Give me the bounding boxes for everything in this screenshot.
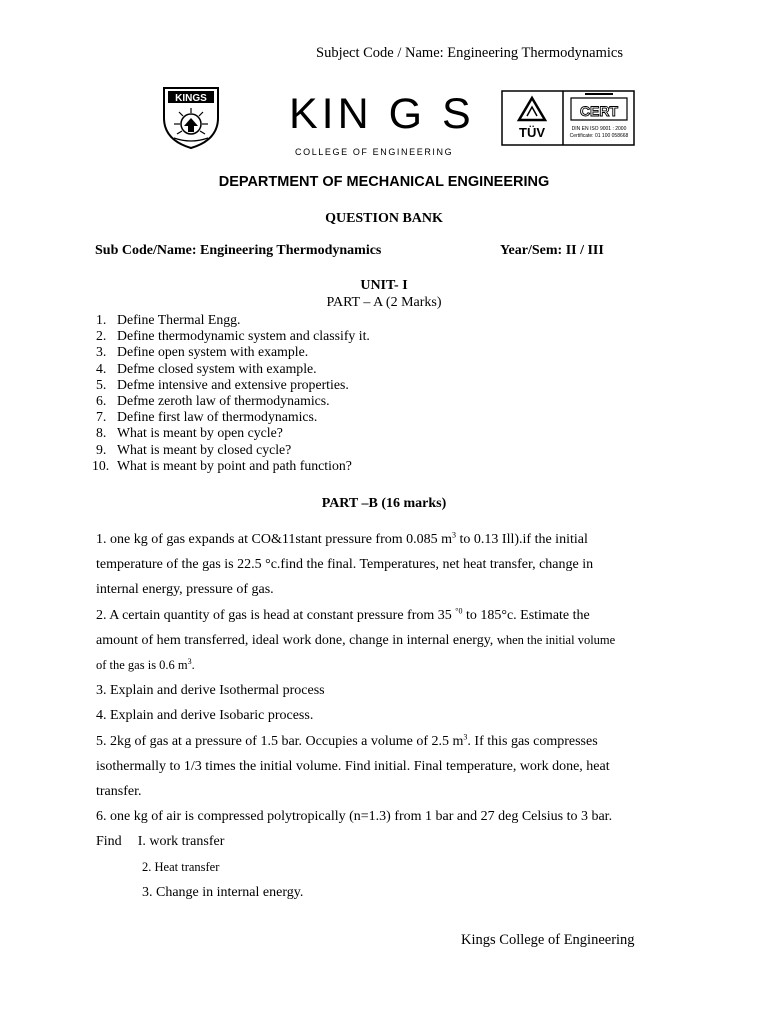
question-text: What is meant by point and path function? [117, 457, 352, 473]
question-text: Define open system with example. [117, 344, 309, 360]
question-number: 3. [96, 344, 107, 360]
footer-college-name: Kings College of Engineering [461, 932, 635, 948]
part-b-line: 3. Explain and derive Isothermal process [96, 683, 325, 699]
part-a-question [96, 361, 370, 377]
tuv-label: TÜV [519, 125, 545, 140]
part-a-question [96, 393, 370, 409]
part-b-line: isothermally to 1/3 times the initial volume. Find initial. Final temperature, work done, heat [96, 758, 610, 774]
college-of-engineering-label: COLLEGE OF ENGINEERING [295, 147, 454, 157]
part-b-line: 6. one kg of air is compressed polytropically (n=1.3) from 1 bar and 27 deg Celsius to 3 bar. [96, 809, 613, 825]
question-text: Define thermodynamic system and classify it. [117, 328, 370, 344]
part-a-title: PART – A (2 Marks) [326, 295, 442, 310]
text-span: Find [96, 834, 122, 850]
superscript: °0 [455, 605, 463, 615]
question-text: What is meant by closed cycle? [117, 441, 292, 457]
question-number: 8. [96, 425, 107, 441]
part-b-line [96, 729, 656, 754]
kings-emblem-logo [160, 84, 222, 150]
text-span: 1. one kg of gas expands at CO&11stant pressure from 0.085 m [96, 532, 453, 547]
part-a-question [92, 458, 370, 474]
text-span: 2. A certain quantity of gas is head at constant pressure from 35 [96, 607, 456, 623]
question-number: 2. [96, 328, 107, 344]
question-number: 7. [96, 409, 107, 425]
part-a-question [96, 377, 370, 393]
text-span: 5. 2kg of gas at a pressure of 1.5 bar. Occupies a volume of 2.5 m [96, 733, 464, 749]
text-span: I. work transfer [137, 834, 225, 850]
superscript: 3 [452, 530, 457, 540]
part-b-questions [96, 527, 656, 905]
part-b-line: temperature of the gas is 22.5 °c.find the final. Temperatures, net heat transfer, change in [96, 557, 594, 573]
year-semester: Year/Sem: II / III [500, 243, 604, 258]
question-bank-title: QUESTION BANK [325, 211, 443, 226]
kings-wordmark: KIN G S [289, 90, 475, 138]
emblem-text: KINGS [175, 93, 207, 104]
part-a-question [96, 344, 370, 360]
part-a-question [96, 425, 370, 441]
question-text: What is meant by open cycle? [117, 425, 283, 441]
part-b-line: 3. Change in internal energy. [142, 884, 304, 900]
text-span: to 185°c. Estimate the [462, 607, 590, 623]
part-b-line [96, 829, 656, 854]
question-number: 6. [96, 393, 107, 409]
question-number: 5. [96, 376, 107, 392]
tuv-certification-badge [501, 90, 635, 146]
text-span: . If this gas compresses [467, 733, 598, 749]
question-number: 4. [96, 360, 107, 376]
part-b-line: 2. Heat transfer [142, 859, 220, 874]
subject-header: Subject Code / Name: Engineering Thermodynamics [316, 45, 623, 61]
text-span: amount of hem transferred, ideal work done, change in internal energy, [96, 632, 497, 648]
text-span: . [191, 658, 195, 673]
part-b-title: PART –B (16 marks) [321, 496, 447, 511]
question-text: Define Thermal Engg. [117, 312, 241, 327]
superscript: 3 [463, 731, 468, 741]
text-span: to 0.13 Ill).if the initial [456, 532, 588, 547]
part-b-line [96, 653, 656, 678]
text-span: of the gas is 0.6 m [96, 658, 188, 673]
cert-number: Certificate: 01 100 058668 [569, 133, 629, 139]
question-text: Defme closed system with example. [117, 360, 317, 376]
cert-label: CERT [579, 103, 619, 119]
part-b-line: 4. Explain and derive Isobaric process. [96, 708, 314, 724]
part-a-question-list [92, 312, 370, 474]
part-b-line [96, 603, 656, 628]
question-number: 9. [96, 441, 107, 457]
superscript: 3 [187, 656, 192, 666]
unit-title: UNIT- I [360, 278, 408, 293]
question-number: 1. [96, 312, 107, 327]
part-b-line: internal energy, pressure of gas. [96, 582, 274, 598]
part-b-line: transfer. [96, 784, 142, 800]
department-title: DEPARTMENT OF MECHANICAL ENGINEERING [218, 174, 550, 190]
part-a-question [96, 442, 370, 458]
text-span: when the initial volume [496, 632, 616, 647]
question-text: Defme intensive and extensive properties. [117, 376, 349, 392]
question-number: 10. [92, 457, 110, 473]
cert-standard: DIN EN ISO 9001 : 2000 [571, 126, 627, 132]
part-b-line [96, 527, 656, 552]
question-text: Defme zeroth law of thermodynamics. [117, 393, 330, 409]
sub-code-name: Sub Code/Name: Engineering Thermodynamics [95, 243, 382, 258]
part-b-line [96, 628, 656, 653]
part-a-question [96, 312, 370, 328]
part-a-question [96, 409, 370, 425]
question-text: Define first law of thermodynamics. [117, 409, 318, 425]
part-a-question [96, 328, 370, 344]
